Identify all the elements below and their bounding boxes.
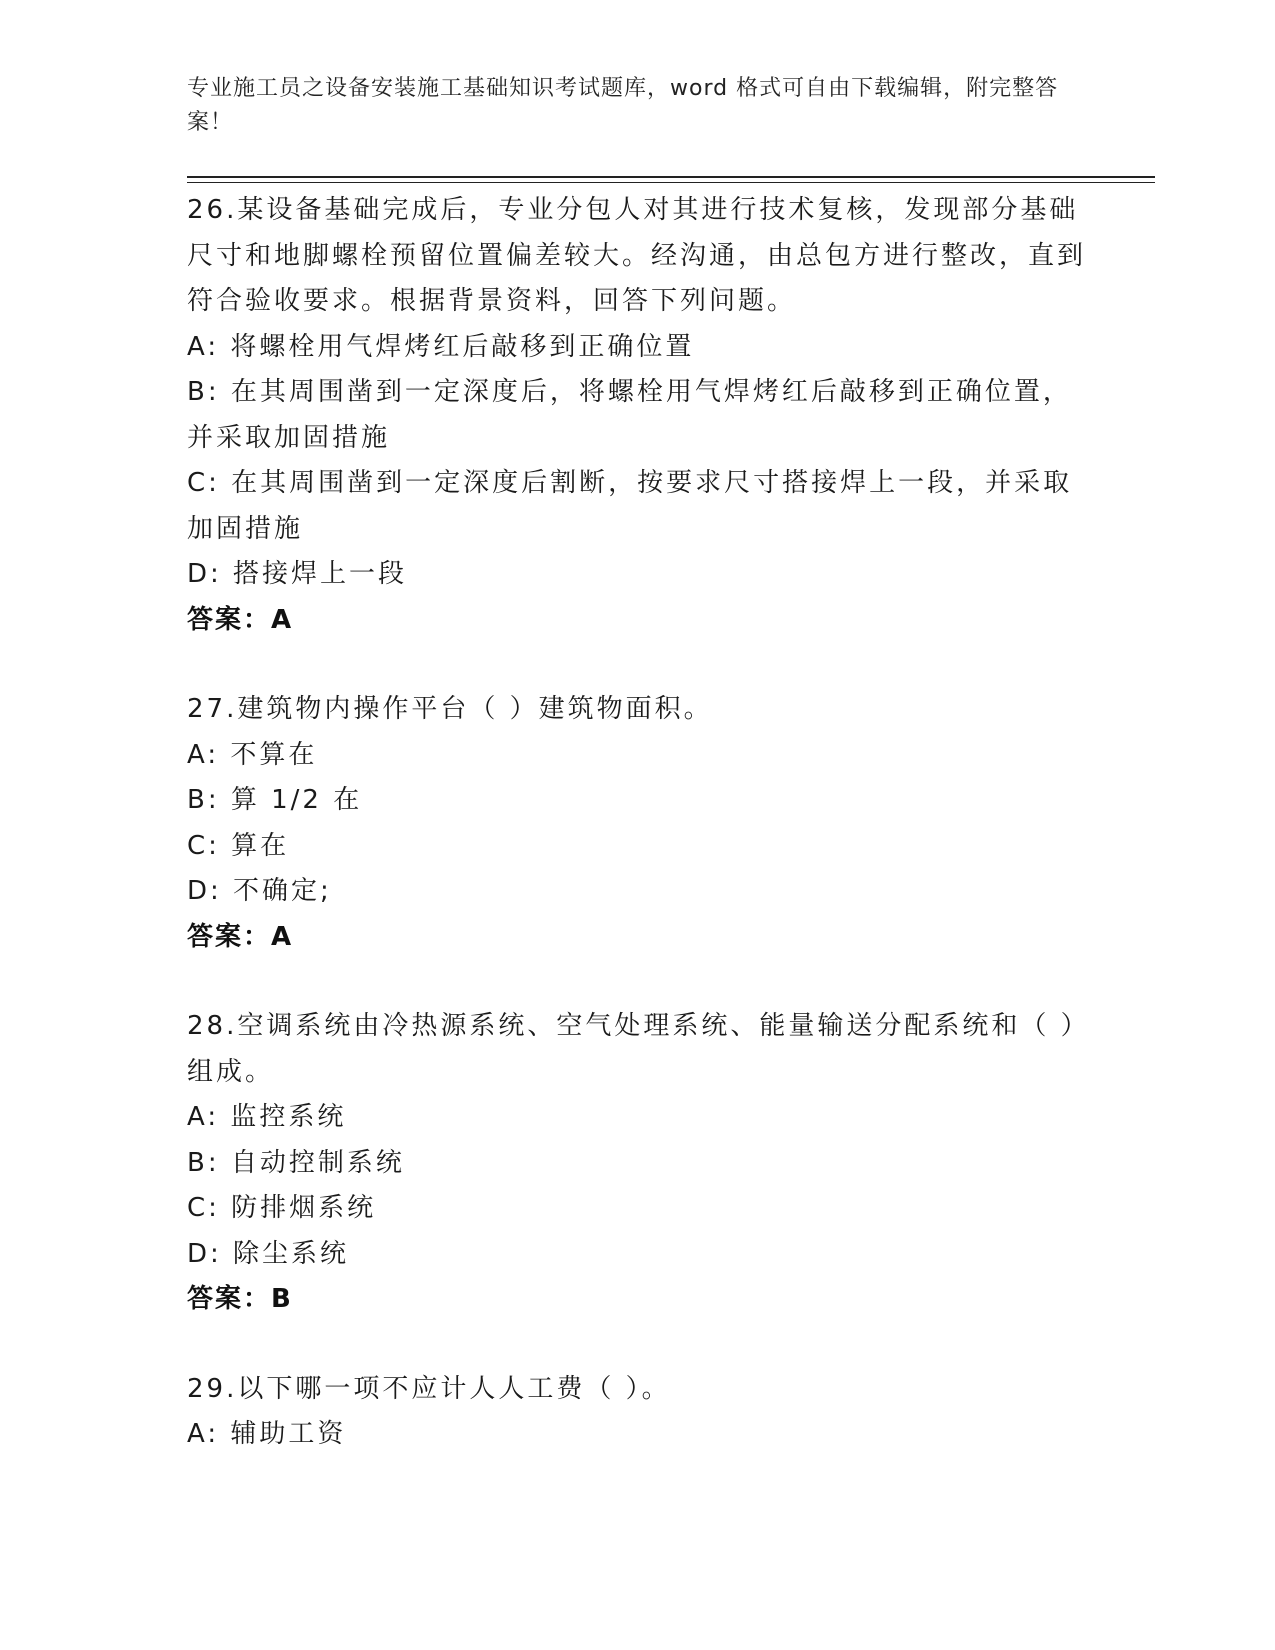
option-b: B: 自动控制系统 bbox=[187, 1147, 405, 1178]
header-rule-thick bbox=[187, 176, 1155, 178]
answer-label: 答案：B bbox=[187, 1284, 293, 1314]
question-stem: 26.某设备基础完成后，专业分包人对其进行技术复核，发现部分基础尺寸和地脚螺栓预留位置偏差较大。经沟通，由总包方进行整改，直到符合验收要求。根据背景资料，回答下列问题。 bbox=[187, 195, 1087, 316]
question-28 bbox=[187, 1004, 1087, 1323]
question-stem: 28.空调系统由冷热源系统、空气处理系统、能量输送分配系统和（ ）组成。 bbox=[187, 1011, 1077, 1087]
option-c: C: 防排烟系统 bbox=[187, 1193, 377, 1223]
question-stem: 29.以下哪一项不应计人人工费（ ）。 bbox=[187, 1373, 671, 1404]
answer-label: 答案：A bbox=[187, 921, 294, 952]
question-list bbox=[187, 188, 1087, 1502]
option-a: A: 监控系统 bbox=[187, 1102, 347, 1132]
header-rule-thin bbox=[187, 182, 1155, 183]
question-26 bbox=[187, 188, 1087, 643]
option-b: B: 算 1/2 在 bbox=[187, 785, 363, 815]
option-d: D: 搭接焊上一段 bbox=[187, 559, 408, 589]
question-29 bbox=[187, 1367, 1087, 1458]
option-c: C: 算在 bbox=[187, 830, 290, 861]
option-a: A: 辅助工资 bbox=[187, 1419, 347, 1449]
page-header: 专业施工员之设备安装施工基础知识考试题库，word 格式可自由下载编辑，附完整答案！ bbox=[187, 76, 1059, 135]
option-b: B: 在其周围凿到一定深度后，将螺栓用气焊烤红后敲移到正确位置，并采取加固措施 bbox=[187, 377, 1072, 453]
option-d: D: 除尘系统 bbox=[187, 1238, 350, 1269]
answer-label: 答案：A bbox=[187, 604, 294, 635]
option-a: A: 不算在 bbox=[187, 739, 318, 770]
option-d: D: 不确定; bbox=[187, 876, 332, 906]
option-a: A: 将螺栓用气焊烤红后敲移到正确位置 bbox=[187, 331, 695, 362]
question-stem: 27.建筑物内操作平台（ ）建筑物面积。 bbox=[187, 694, 713, 724]
question-27 bbox=[187, 687, 1087, 960]
option-c: C: 在其周围凿到一定深度后割断，按要求尺寸搭接焊上一段，并采取加固措施 bbox=[187, 468, 1073, 544]
